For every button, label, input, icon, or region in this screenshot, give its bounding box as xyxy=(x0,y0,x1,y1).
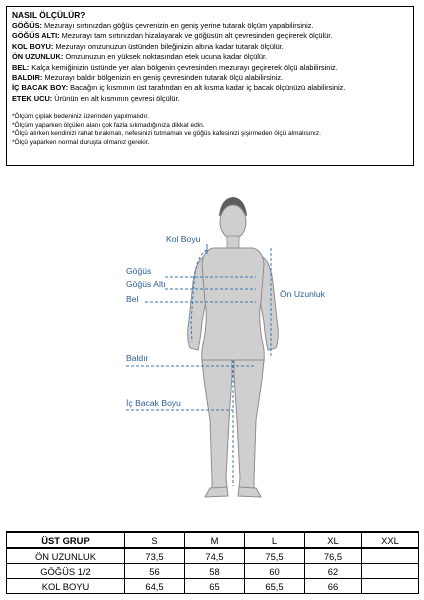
table-header-row xyxy=(7,532,419,548)
table-cell: 58 xyxy=(185,564,245,579)
label-baldir: Baldır xyxy=(126,353,149,363)
instruction-kol-boyu xyxy=(12,42,408,52)
table-cell: 65 xyxy=(185,579,245,594)
notes-list xyxy=(12,113,408,147)
note-item: *Ölçüm çıplak bedeniniz üzerinden yapılmalıdır. xyxy=(12,113,149,121)
label-gogus: Göğüs xyxy=(126,266,152,276)
instruction-gogus-alti xyxy=(12,31,408,41)
label-ic-bacak-boyu: İç Bacak Boyu xyxy=(126,398,181,408)
instruction-term: GÖĞÜS: xyxy=(12,21,42,30)
instruction-ic-bacak-boy xyxy=(12,83,408,93)
instructions-title: NASIL ÖLÇÜLÜR? xyxy=(12,10,86,20)
head-shape xyxy=(220,205,246,239)
instruction-etek-ucu xyxy=(12,94,408,104)
table-cell xyxy=(362,564,419,579)
group-header: ÜST GRUP xyxy=(7,532,125,548)
instruction-list xyxy=(12,21,408,104)
instruction-gogus xyxy=(12,21,408,31)
label-on-uzunluk: Ön Uzunluk xyxy=(280,289,325,299)
table-cell xyxy=(362,579,419,594)
instruction-text: Omzunuzun en yüksek noktasından etek ucuna kadar ölçülür. xyxy=(63,52,268,62)
instruction-on-uzunluk xyxy=(12,52,408,62)
table-row xyxy=(7,579,419,594)
instruction-text: Mezurayı tam sırtınızdan hizalayarak ve göğüsün alt çevresinden geçirerek ölçülür. xyxy=(59,31,333,41)
instruction-text: Mezurayı omzunuzun üstünden bileğinizin altına kadar tutarak ölçülür. xyxy=(53,41,284,51)
note-item: *Ölçü alırken kendinizi rahat bırakmalı, nefesinizi tutmamalı ve göğüs kafesinizi şişirmeden ölçü almalısınız. xyxy=(12,130,321,138)
measurement-instructions-box xyxy=(6,6,414,166)
table-cell: 75,5 xyxy=(245,548,305,564)
instruction-baldir xyxy=(12,73,408,83)
table-cell: 73,5 xyxy=(125,548,185,564)
label-gogus-alti: Göğüs Altı xyxy=(126,279,166,289)
table-row xyxy=(7,548,419,564)
body-silhouette xyxy=(0,190,424,520)
row-label: ÖN UZUNLUK xyxy=(7,548,125,564)
table-cell: 62 xyxy=(305,564,362,579)
instruction-term: KOL BOYU: xyxy=(12,41,54,51)
instruction-term: BEL: xyxy=(12,62,30,72)
label-bel: Bel xyxy=(126,294,139,304)
instruction-term: ÖN UZUNLUK: xyxy=(12,52,64,62)
size-header-l: L xyxy=(245,532,305,548)
instruction-term: BALDIR: xyxy=(12,73,43,83)
table-cell: 56 xyxy=(125,564,185,579)
table-cell: 60 xyxy=(245,564,305,579)
table-row xyxy=(7,564,419,579)
table-cell: 65,5 xyxy=(245,579,305,594)
neck-shape xyxy=(227,236,239,248)
instruction-term: İÇ BACAK BOY: xyxy=(12,83,69,93)
size-header-s: S xyxy=(125,532,185,548)
instruction-text: Ürünün en alt kısmının çevresi ölçülür. xyxy=(52,93,180,103)
size-header-xl: XL xyxy=(305,532,362,548)
row-label: GÖĞÜS 1/2 xyxy=(7,564,125,579)
table-cell: 64,5 xyxy=(125,579,185,594)
right-foot-shape xyxy=(238,487,261,497)
table-cell xyxy=(362,548,419,564)
instruction-text: Mezurayı baldır bölgenizin en geniş çevresinden tutarak ölçü alabilirsiniz. xyxy=(42,73,284,83)
left-leg-shape xyxy=(202,360,232,490)
note-item: *Ölçüm yaparken ölçülen alanı çok fazla sıkmadığınıza dikkat edin. xyxy=(12,121,205,129)
right-leg-shape xyxy=(234,360,264,490)
table-cell: 66 xyxy=(305,579,362,594)
instruction-term: GÖĞÜS ALTI: xyxy=(12,31,60,41)
label-kol-boyu: Kol Boyu xyxy=(166,234,201,244)
instruction-text: Bacağın iç kısmının üst tarafından en alt kısma kadar iç bacak ölçünüzü alabilirsiniz. xyxy=(68,83,346,93)
instruction-text: Kalça kemiğinizin üstünde yer alan bölgenin çevresinden mezurayı geçirerek ölçü alabilirsiniz. xyxy=(29,62,338,72)
size-chart-table xyxy=(6,531,419,594)
instruction-term: ETEK UCU: xyxy=(12,93,53,103)
table-cell: 74,5 xyxy=(185,548,245,564)
row-label: KOL BOYU xyxy=(7,579,125,594)
instruction-bel xyxy=(12,63,408,73)
table-cell: 76,5 xyxy=(305,548,362,564)
torso-shape xyxy=(202,248,265,362)
note-item: *Ölçü yaparken normal duruşta olmanız gerekir. xyxy=(12,139,150,147)
left-foot-shape xyxy=(205,487,228,497)
size-header-m: M xyxy=(185,532,245,548)
body-measurement-figure xyxy=(0,190,424,520)
instruction-text: Mezurayı sırtınızdan göğüs çevrenizin en geniş yerine tutarak ölçüm yapabilirsiniz. xyxy=(41,21,314,30)
size-header-xxl: XXL xyxy=(362,532,419,548)
